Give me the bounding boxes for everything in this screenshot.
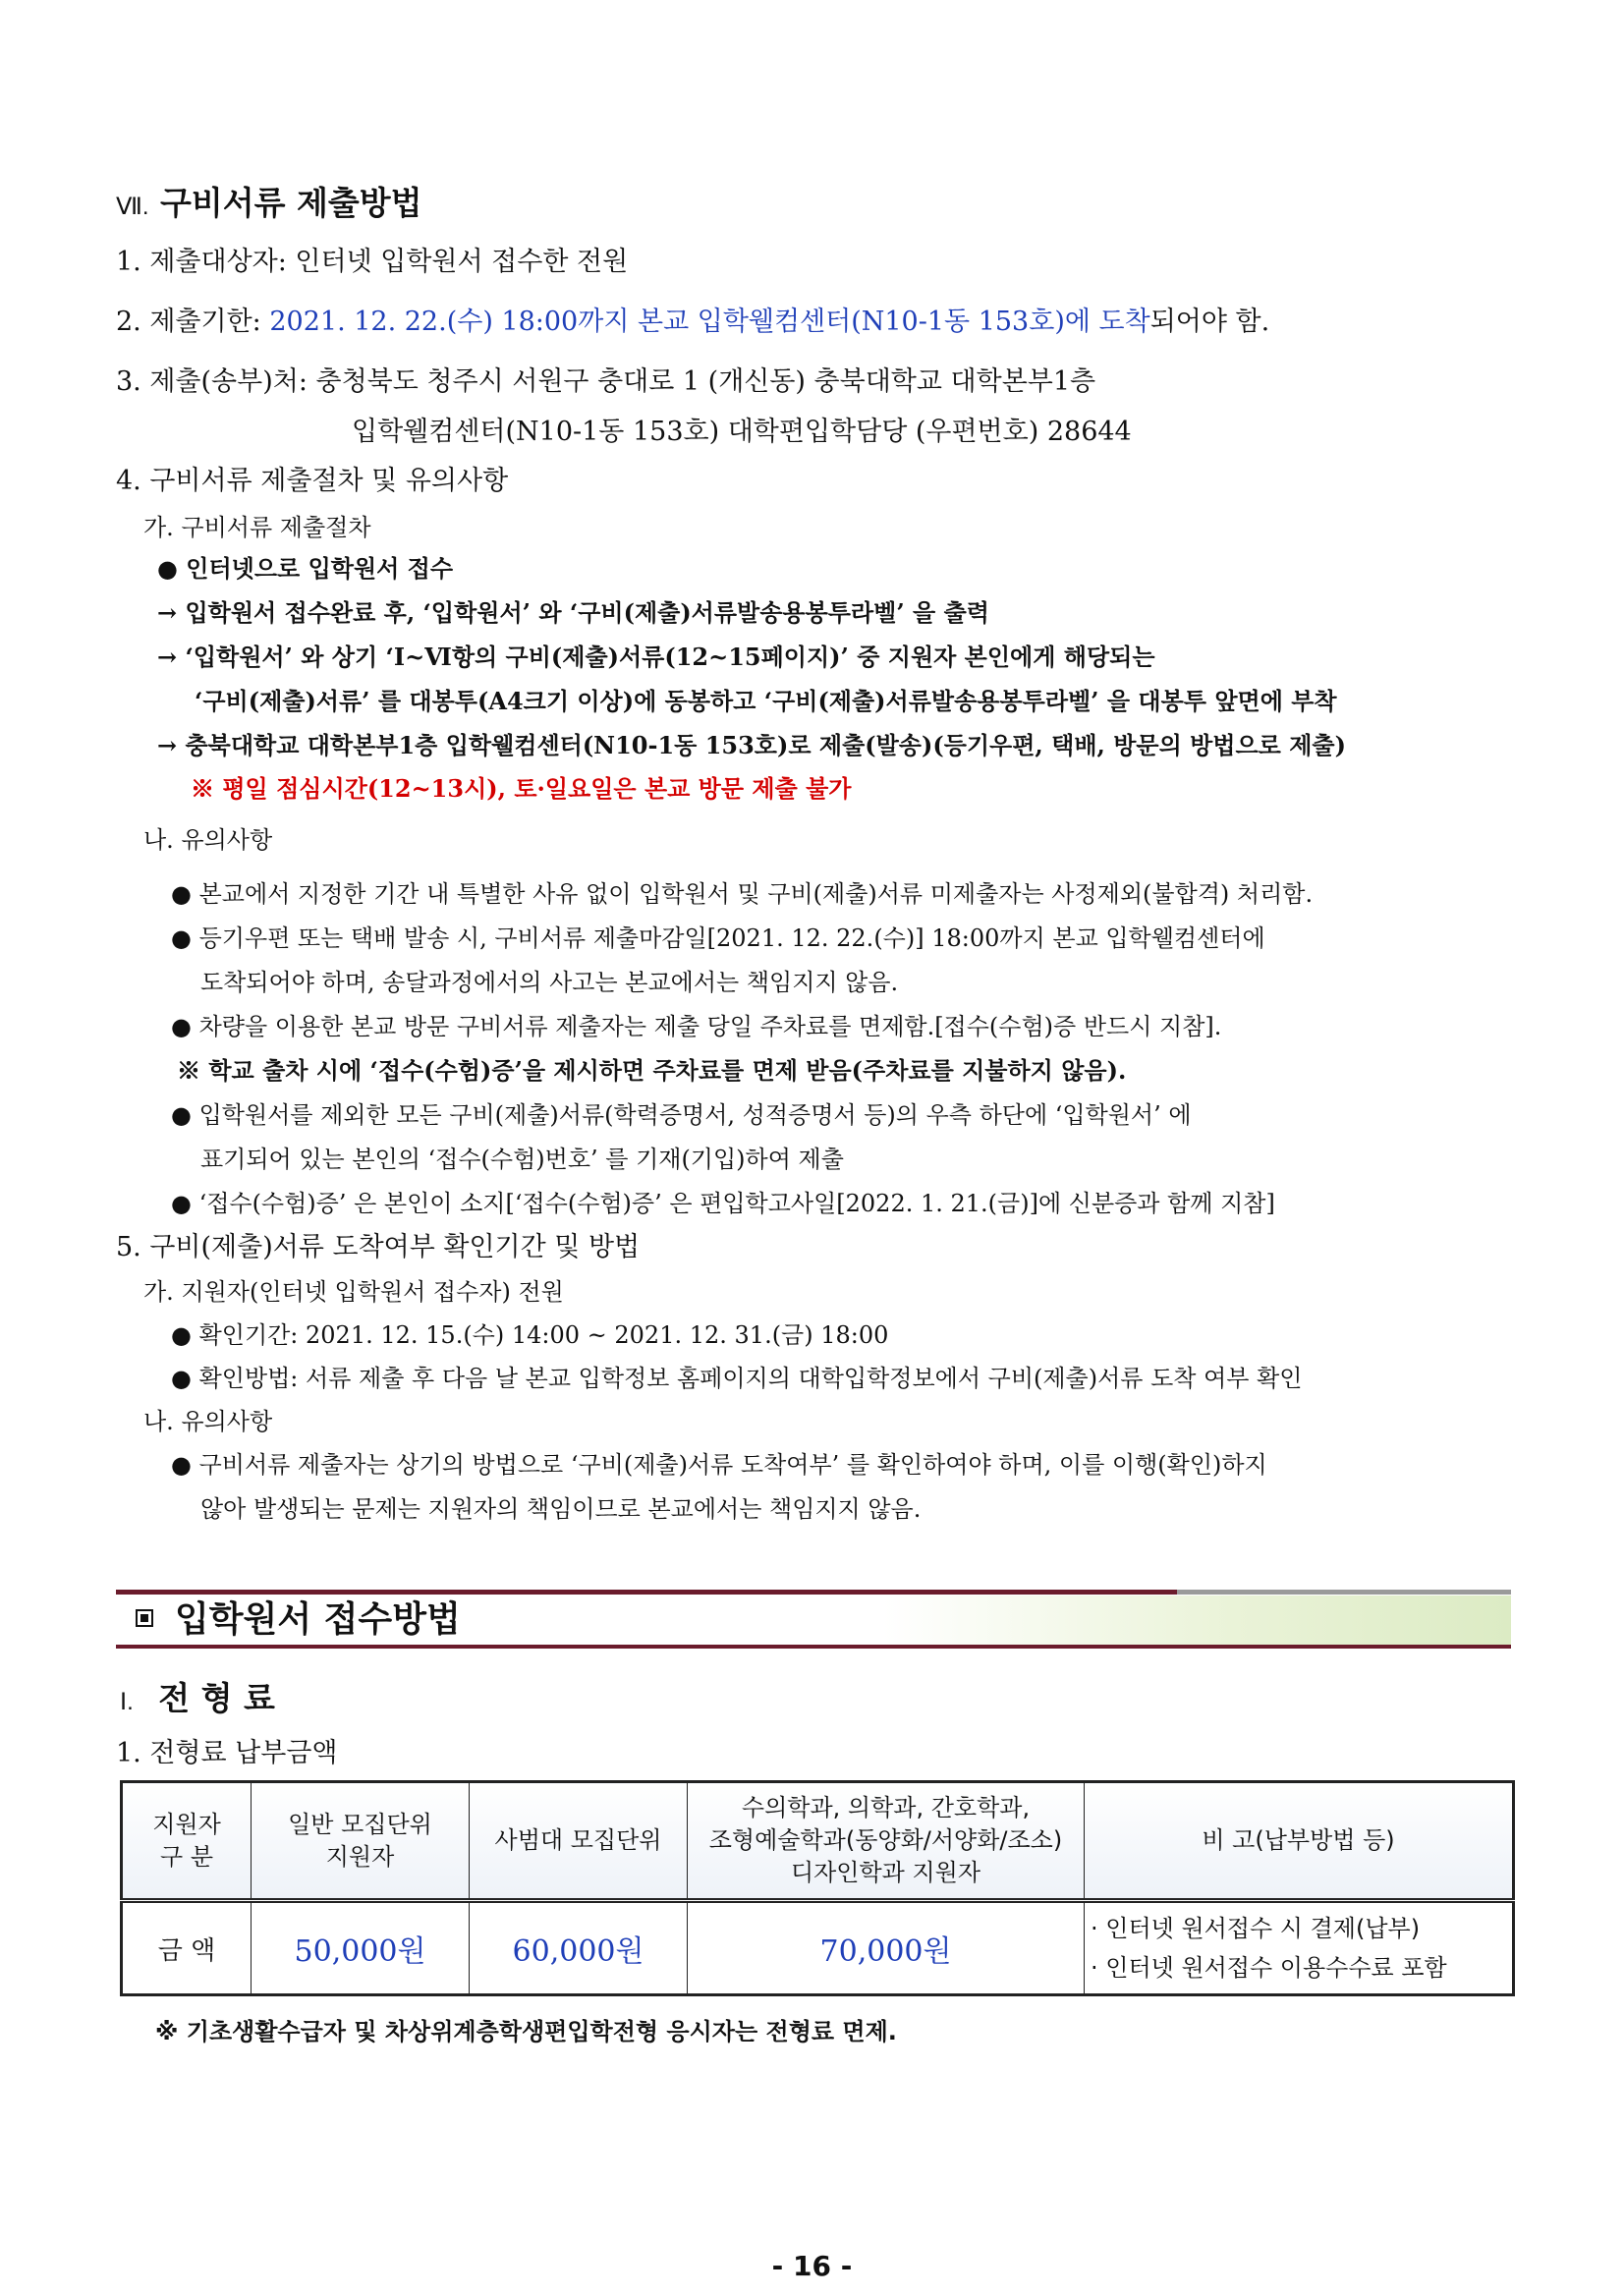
- banner-bottom-rule: [116, 1645, 1511, 1649]
- caution-line: ● 본교에서 지정한 기간 내 특별한 사유 없이 입학원서 및 구비(제출)서류 미제출자는 사정제외(불합격) 처리함.: [171, 880, 1314, 908]
- item-5-ga-title: 가. 지원자(인터넷 입학원서 접수자) 전원: [143, 1278, 564, 1306]
- check-caution-line: ● 구비서류 제출자는 상기의 방법으로 ‘구비(제출)서류 도착여부’ 를 확인하여야 하며, 이를 이행(확인)하지: [171, 1451, 1267, 1479]
- caution-line: 도착되어야 하며, 송달과정에서의 사고는 본교에서는 책임지지 않음.: [200, 969, 899, 996]
- item-2-prefix: 2. 제출기한:: [116, 307, 270, 337]
- item-5: 5. 구비(제출)서류 도착여부 확인기간 및 방법: [116, 1232, 641, 1262]
- item-3-line-1: 3. 제출(송부)처: 충청북도 청주시 서원구 충대로 1 (개신동) 충북대학교 대학본부1층: [116, 366, 1096, 397]
- fee-table: [120, 1780, 1515, 1996]
- visit-warning: ※ 평일 점심시간(12~13시), 토·일요일은 본교 방문 제출 불가: [191, 774, 852, 803]
- item-4: 4. 구비서류 제출절차 및 유의사항: [116, 466, 509, 496]
- square-bullet-icon: [136, 1609, 153, 1627]
- header-cell-general: 일반 모집단위 지원자: [252, 1782, 470, 1901]
- fee-exemption-note: ※ 기초생활수급자 및 차상위계층학생편입학전형 응시자는 전형료 면제.: [155, 2018, 897, 2045]
- fee-roman-numeral: Ⅰ.: [120, 1689, 134, 1715]
- item-1: 1. 제출대상자: 인터넷 입학원서 접수한 전원: [116, 247, 629, 277]
- header-cell-remarks: 비 고(납부방법 등): [1085, 1782, 1514, 1901]
- check-line: ● 확인기간: 2021. 12. 15.(수) 14:00 ~ 2021. 12. 31.(금) 18:00: [171, 1321, 889, 1349]
- remark-line: · 인터넷 원서접수 시 결제(납부): [1091, 1915, 1421, 1942]
- caution-line: ● ‘접수(수험)증’ 은 본인이 소지[‘접수(수험)증’ 은 편입학고사일[2022. 1. 21.(금)]에 신분증과 함께 지참]: [171, 1190, 1275, 1217]
- header-cell-special-departments: 수의학과, 의학과, 간호학과, 조형예술학과(동양화/서양화/조소) 디자인학과 지원자: [688, 1782, 1085, 1901]
- caution-line: ※ 학교 출차 시에 ‘접수(수험)증’을 제시하면 주차료를 면제 받음(주차료를 지불하지 않음).: [177, 1056, 1127, 1085]
- amount-general: 50,000원: [252, 1901, 470, 1995]
- check-line: ● 확인방법: 서류 제출 후 다음 날 본교 입학정보 홈페이지의 대학입학정보에서 구비(제출)서류 도착 여부 확인: [171, 1365, 1303, 1392]
- section-banner: [116, 1590, 1511, 1649]
- fee-title: 전 형 료: [158, 1679, 275, 1717]
- remarks-cell: [1085, 1901, 1514, 1995]
- page-number: - 16 -: [771, 2250, 853, 2282]
- remark-line: · 인터넷 원서접수 이용수수료 포함: [1091, 1954, 1447, 1982]
- procedure-line: → 입학원서 접수완료 후, ‘입학원서’ 와 ‘구비(제출)서류발송용봉투라벨’ 을 출력: [157, 598, 989, 627]
- procedure-line: ‘구비(제출)서류’ 를 대봉투(A4크기 이상)에 동봉하고 ‘구비(제출)서류발송용봉투라벨’ 을 대봉투 앞면에 부착: [195, 687, 1337, 715]
- fee-subtitle: 1. 전형료 납부금액: [116, 1738, 338, 1768]
- procedure-line: → 충북대학교 대학본부1층 입학웰컴센터(N10-1동 153호)로 제출(발송)(등기우편, 택배, 방문의 방법으로 제출): [157, 731, 1346, 759]
- section-roman-numeral: Ⅶ.: [116, 194, 149, 220]
- caution-line: ● 입학원서를 제외한 모든 구비(제출)서류(학력증명서, 성적증명서 등)의 우측 하단에 ‘입학원서’ 에: [171, 1101, 1192, 1129]
- procedure-line: ● 인터넷으로 입학원서 접수: [157, 554, 454, 583]
- item-3-line-2: 입학웰컴센터(N10-1동 153호) 대학편입학담당 (우편번호) 28644: [352, 417, 1132, 447]
- caution-line: 표기되어 있는 본인의 ‘접수(수험)번호’ 를 기재(기입)하여 제출: [200, 1146, 844, 1173]
- item-5-na-title: 나. 유의사항: [143, 1408, 273, 1435]
- banner-top-rule: [116, 1590, 1177, 1595]
- item-2-deadline: 2021. 12. 22.(수) 18:00까지 본교 입학웰컴센터(N10-1동 153호)에 도착: [269, 307, 1150, 337]
- check-caution-line: 않아 발생되는 문제는 지원자의 책임이므로 본교에서는 책임지지 않음.: [200, 1495, 922, 1523]
- header-cell-applicant-type: 지원자 구 분: [122, 1782, 252, 1901]
- header-cell-education: 사범대 모집단위: [470, 1782, 688, 1901]
- amount-education: 60,000원: [470, 1901, 688, 1995]
- caution-line: ● 차량을 이용한 본교 방문 구비서류 제출자는 제출 당일 주차료를 면제함.[접수(수험)증 반드시 지참].: [171, 1013, 1222, 1040]
- subsection-na-title: 나. 유의사항: [143, 826, 273, 854]
- procedure-line: → ‘입학원서’ 와 상기 ‘Ⅰ~Ⅵ항의 구비(제출)서류(12~15페이지)’ 중 지원자 본인에게 해당되는: [157, 643, 1155, 671]
- caution-line: ● 등기우편 또는 택배 발송 시, 구비서류 제출마감일[2021. 12. 22.(수)] 18:00까지 본교 입학웰컴센터에: [171, 924, 1265, 952]
- fee-table-row: [122, 1901, 1514, 1995]
- item-2: [116, 306, 1269, 339]
- banner-title: 입학원서 접수방법: [175, 1599, 461, 1640]
- amount-special: 70,000원: [688, 1901, 1085, 1995]
- banner-top-rule-grey: [1177, 1590, 1511, 1595]
- fee-table-header-row: [122, 1782, 1514, 1901]
- section-title: 구비서류 제출방법: [160, 184, 422, 222]
- section-heading: [116, 184, 422, 224]
- subsection-ga-title: 가. 구비서류 제출절차: [143, 514, 371, 541]
- fee-heading: [120, 1679, 275, 1719]
- row-label-amount: 금 액: [122, 1901, 252, 1995]
- item-2-suffix: 되어야 함.: [1149, 307, 1270, 337]
